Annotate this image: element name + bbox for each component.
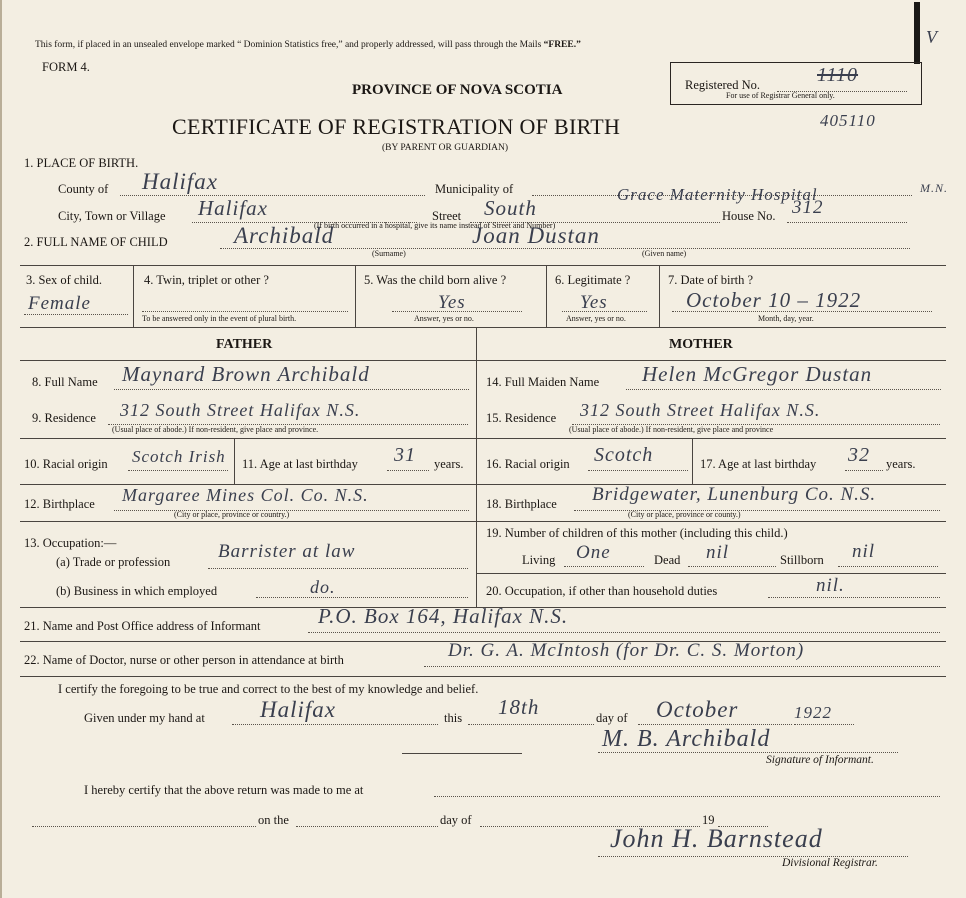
children-count-label: 19. Number of children of this mother (including this child.) — [486, 526, 788, 540]
child-given-value: Joan Dustan — [472, 223, 600, 248]
scan-mark — [914, 2, 920, 64]
father-residence-value: 312 South Street Halifax N.S. — [120, 400, 361, 420]
father-age-value: 31 — [394, 444, 416, 466]
father-birthplace-label: 12. Birthplace — [24, 497, 95, 511]
hospital-note: (If birth occurred in a hospital, give its name instead of Street and Number) — [314, 221, 556, 230]
informant-signature: M. B. Archibald — [602, 726, 771, 752]
legitimate-caption: Answer, yes or no. — [566, 314, 626, 323]
father-birthplace-value: Margaree Mines Col. Co. N.S. — [122, 485, 369, 505]
on-the-label: on the — [258, 813, 289, 827]
county-label: County of — [58, 182, 109, 196]
house-value: 312 — [792, 197, 824, 218]
this-label: this — [444, 711, 463, 725]
house-label: House No. — [722, 209, 776, 223]
alive-label: 5. Was the child born alive ? — [364, 273, 507, 287]
mother-name-value: Helen McGregor Dustan — [642, 362, 873, 386]
father-birthplace-caption: (City or place, province or country.) — [174, 510, 290, 519]
return-day-of-label: day of — [440, 813, 472, 827]
alive-value: Yes — [438, 292, 466, 313]
stamp-number: 405110 — [820, 111, 876, 130]
alive-caption: Answer, yes or no. — [414, 314, 474, 323]
province-heading: PROVINCE OF NOVA SCOTIA — [352, 82, 563, 98]
father-age-label: 11. Age at last birthday — [242, 457, 358, 471]
informant-label: 21. Name and Post Office address of Informant — [24, 619, 261, 633]
dob-label: 7. Date of birth ? — [668, 273, 754, 287]
given-year-value: 1922 — [794, 703, 832, 722]
mother-years: years. — [886, 457, 916, 471]
mother-racial-label: 16. Racial origin — [486, 457, 570, 471]
twin-label: 4. Twin, triplet or other ? — [144, 273, 269, 287]
stillborn-value: nil — [852, 541, 876, 562]
sex-value: Female — [28, 293, 91, 314]
return-year-prefix: 19 — [702, 813, 715, 827]
business-value: do. — [310, 577, 336, 597]
trade-value: Barrister at law — [218, 541, 356, 562]
father-racial-label: 10. Racial origin — [24, 457, 108, 471]
given-month-value: October — [656, 697, 739, 722]
business-label: (b) Business in which employed — [56, 584, 218, 598]
stillborn-label: Stillborn — [780, 553, 824, 567]
child-surname-value: Archibald — [234, 223, 335, 248]
registrar-caption: Divisional Registrar. — [782, 857, 878, 869]
registrar-signature: John H. Barnstead — [610, 824, 823, 853]
county-value: Halifax — [142, 169, 218, 194]
mother-age-label: 17. Age at last birthday — [700, 457, 817, 471]
father-years: years. — [434, 457, 464, 471]
mother-occupation-label: 20. Occupation, if other than household duties — [486, 584, 718, 598]
street-value: South — [484, 196, 537, 220]
sex-label: 3. Sex of child. — [26, 273, 103, 287]
registered-value: 1110 — [817, 64, 859, 86]
informant-value: P.O. Box 164, Halifax N.S. — [318, 604, 569, 628]
given-name-caption: (Given name) — [642, 249, 687, 258]
margin-note: M.N. — [920, 181, 948, 195]
mother-occupation-value: nil. — [816, 575, 845, 596]
given-day-value: 18th — [498, 695, 540, 719]
legitimate-label: 6. Legitimate ? — [555, 273, 631, 287]
dead-label: Dead — [654, 553, 681, 567]
father-name-label: 8. Full Name — [32, 375, 98, 389]
mother-birthplace-value: Bridgewater, Lunenburg Co. N.S. — [592, 484, 877, 505]
living-value: One — [576, 542, 611, 563]
form-number: FORM 4. — [42, 60, 90, 74]
father-occupation-label: 13. Occupation:— — [24, 536, 117, 550]
father-residence-label: 9. Residence — [32, 411, 96, 425]
mother-birthplace-caption: (City or place, province or county.) — [628, 510, 741, 519]
city-value: Halifax — [198, 196, 268, 220]
mother-residence-caption: (Usual place of abode.) If non-resident, give place and province — [569, 425, 774, 434]
mother-racial-value: Scotch — [594, 444, 654, 466]
legitimate-value: Yes — [580, 292, 608, 313]
mother-birthplace-label: 18. Birthplace — [486, 497, 557, 511]
city-label: City, Town or Village — [58, 209, 166, 223]
municipality-label: Municipality of — [435, 182, 514, 196]
twin-caption: To be answered only in the event of plural birth. — [142, 314, 297, 323]
trade-label: (a) Trade or profession — [56, 555, 171, 569]
father-racial-value: Scotch Irish — [132, 447, 226, 466]
given-under-label: Given under my hand at — [84, 711, 205, 725]
street-label: Street — [432, 209, 462, 223]
registered-label: Registered No. — [685, 78, 760, 92]
father-residence-caption: (Usual place of abode.) If non-resident, give place and province. — [112, 425, 319, 434]
certify-statement: I certify the foregoing to be true and correct to the best of my knowledge and belief. — [58, 682, 479, 696]
mother-residence-label: 15. Residence — [486, 411, 557, 425]
hospital-value: Grace Maternity Hospital — [617, 185, 818, 204]
informant-signature-caption: Signature of Informant. — [766, 754, 874, 766]
place-of-birth-heading: 1. PLACE OF BIRTH. — [24, 156, 139, 170]
dob-caption: Month, day, year. — [758, 314, 814, 323]
mother-heading: MOTHER — [669, 337, 733, 352]
doctor-label: 22. Name of Doctor, nurse or other person in attendance at birth — [24, 653, 344, 667]
mother-name-label: 14. Full Maiden Name — [486, 375, 600, 389]
registrar-note: For use of Registrar General only. — [726, 91, 835, 100]
living-label: Living — [522, 553, 556, 567]
child-name-label: 2. FULL NAME OF CHILD — [24, 235, 168, 249]
mother-age-value: 32 — [848, 444, 870, 466]
surname-caption: (Surname) — [372, 249, 406, 258]
return-statement: I hereby certify that the above return was made to me at — [84, 783, 364, 797]
certificate-subtitle: (BY PARENT OR GUARDIAN) — [382, 143, 509, 153]
doctor-value: Dr. G. A. McIntosh (for Dr. C. S. Morton) — [448, 640, 805, 661]
certificate-title: CERTIFICATE OF REGISTRATION OF BIRTH — [172, 114, 621, 139]
mother-residence-value: 312 South Street Halifax N.S. — [580, 400, 821, 420]
corner-tick-mark: V — [926, 27, 938, 47]
father-name-value: Maynard Brown Archibald — [122, 362, 370, 386]
given-place-value: Halifax — [260, 697, 336, 722]
day-of-label: day of — [596, 711, 628, 725]
father-heading: FATHER — [216, 337, 273, 352]
mail-notice: This form, if placed in an unsealed envelope marked “ Dominion Statistics free,” and properly addressed, will pass through the Mails “FREE.” — [35, 40, 581, 50]
dead-value: nil — [706, 542, 730, 563]
dob-value: October 10 – 1922 — [686, 288, 862, 312]
